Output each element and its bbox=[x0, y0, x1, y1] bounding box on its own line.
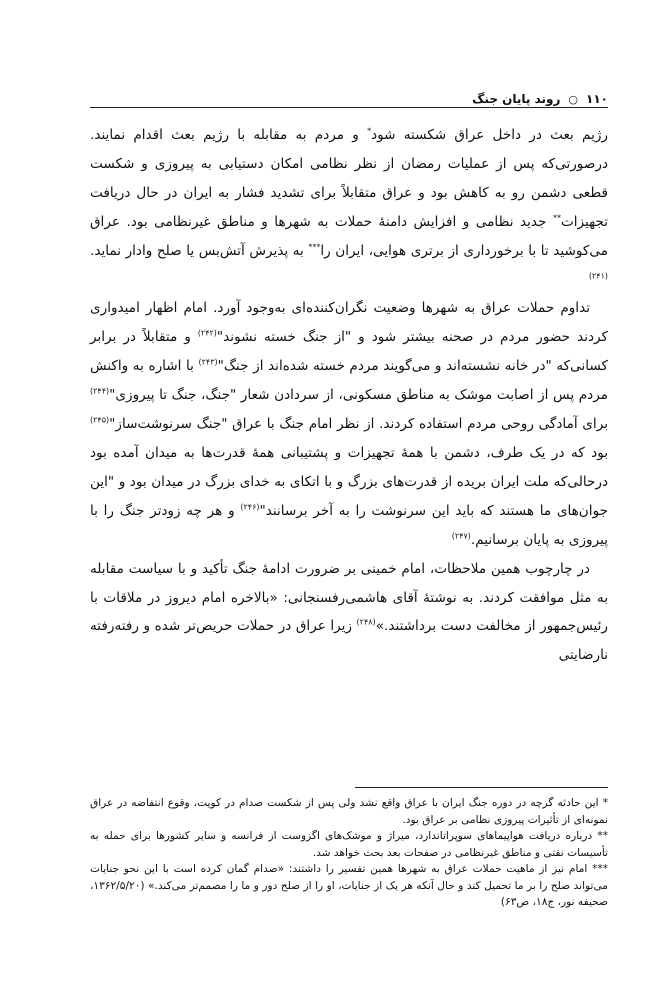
text-run: با اشاره به واکنش مردم پس از اصابت موشک به مناطق مسکونی، از سردادن شعار "جنگ، جنگ تا پیروزی" bbox=[90, 358, 608, 404]
paragraph-3 bbox=[90, 555, 608, 671]
page-number: ۱۱۰ bbox=[586, 92, 608, 106]
footnote-3: *** امام نیز از ماهیت حملات عراق به شهرها همین تفسیر را داشتند: «صدام گمان کرده است با این نحو جنایات می‌تواند صلح را بر ما تحمیل کند و حال آنکه هر یک از جنایات، او را از صلح دور و ما را مصمم‌تر می‌کند.» (۱۳۶۲/۵/۲۰، صحیفه نور، ج۱۸، ص۶۳) bbox=[90, 863, 608, 908]
text-run: جدید نظامی و افزایش دامنهٔ حملات به شهرها و مناطق غیرنظامی بود. عراق می‌کوشید تا با برخورداری از برتری هوایی، ایران را bbox=[90, 213, 608, 259]
text-run: تداوم حملات عراق به شهرها وضعیت نگران‌کننده‌ای به‌وجود آورد. امام اظهار امیدواری کردند حضور مردم در صحنه بیشتر شود و "از جنگ خسته نشوند" bbox=[90, 300, 608, 346]
text-run: بود که در یک طرف، دشمن با همهٔ تجهیزات و پشتیبانی همهٔ قدرت‌ها به میدان آمده بود درحالی‌که ملت ایران بریده از قدرت‌های بزرگ و با اتکای به خدای بزرگ در میدان بود و "این جوان‌های ما هستند که باید این سرنوشت را به آخر برسانند" bbox=[90, 444, 608, 519]
page-header bbox=[90, 84, 608, 106]
footnote-marker: * bbox=[367, 126, 372, 136]
footnote-2: ** درباره دریافت هواپیماهای سوپراتاندارد، میراژ و موشک‌های اگزوست از فرانسه و سایر کشورها برای حمله به تأسیسات نفتی و مناطق غیرنظامی در صفحات بعد بحث خواهد شد. bbox=[90, 830, 608, 859]
footnote-1: * این حادثه گرچه در دوره جنگ ایران با عراق واقع نشد ولی پس از شکست صدام در کویت، وقوع انتفاضه در عراق نمونه‌ای از تأثیرات پیروزی نظامی بر عراق بود. bbox=[90, 797, 608, 826]
reference-number: (۲۴۲) bbox=[197, 328, 217, 338]
paragraph-1 bbox=[90, 121, 608, 294]
reference-number: (۲۴۷) bbox=[451, 531, 471, 541]
reference-number: (۲۴۵) bbox=[90, 415, 110, 425]
text-run: و مردم به مقابله با رژیم بعث اقدام نمایند. درصورتی‌که پس از عملیات رمضان از نظر نظامی امکان دستیابی به پیروزی و شکست قطعی دشمن رو به کاهش بود و عراق متقابلاً برای تشدید فشار به ایران در حال دریافت تجهیزات bbox=[90, 127, 608, 230]
text-run: رژیم بعث در داخل عراق شکسته شود bbox=[371, 127, 608, 143]
text-run: زیرا عراق در حملات حریص‌تر شده و رفته‌رفته نارضایتی bbox=[90, 618, 608, 664]
reference-number: (۲۴۱) bbox=[588, 271, 608, 280]
paragraph-2 bbox=[90, 294, 608, 554]
footnote-marker: *** bbox=[308, 242, 321, 252]
text-run: و هر چه زودتر جنگ را با پیروزی به پایان برسانیم. bbox=[90, 502, 608, 548]
text-run: برای آمادگی روحی مردم استفاده کردند. از نظر امام جنگ با عراق "جنگ سرنوشت‌ساز" bbox=[109, 416, 608, 433]
text-run: در چارچوب همین ملاحظات، امام خمینی بر ضرورت ادامهٔ جنگ تأکید و با سیاست مقابله به مثل موافقت کردند. به نوشتهٔ آقای هاشمی‌رفسنجانی: «بالاخره امام دیروز در ملاقات با رئیس‌جمهور از مخالفت دست برداشتند.» bbox=[90, 560, 608, 635]
reference-number: (۲۴۴) bbox=[90, 386, 110, 396]
running-title: روند پایان جنگ bbox=[472, 92, 561, 106]
reference-number: (۲۴۳) bbox=[198, 357, 218, 367]
footnote-marker: ** bbox=[552, 213, 561, 223]
circle-icon: ○ bbox=[568, 93, 579, 106]
footnote-separator bbox=[355, 787, 608, 788]
header-rule bbox=[90, 107, 608, 108]
text-run: به پذیرش آتش‌بس یا صلح وادار نماید. bbox=[90, 242, 309, 259]
text-run: و متقابلاً در برابر کسانی‌که "در خانه نشسته‌اند و می‌گویند مردم خسته شده‌اند از جنگ" bbox=[90, 329, 608, 375]
main-text bbox=[90, 121, 608, 670]
reference-number: (۲۴۸) bbox=[356, 617, 376, 627]
footnotes bbox=[90, 795, 608, 911]
reference-number: (۲۴۶) bbox=[240, 502, 260, 512]
